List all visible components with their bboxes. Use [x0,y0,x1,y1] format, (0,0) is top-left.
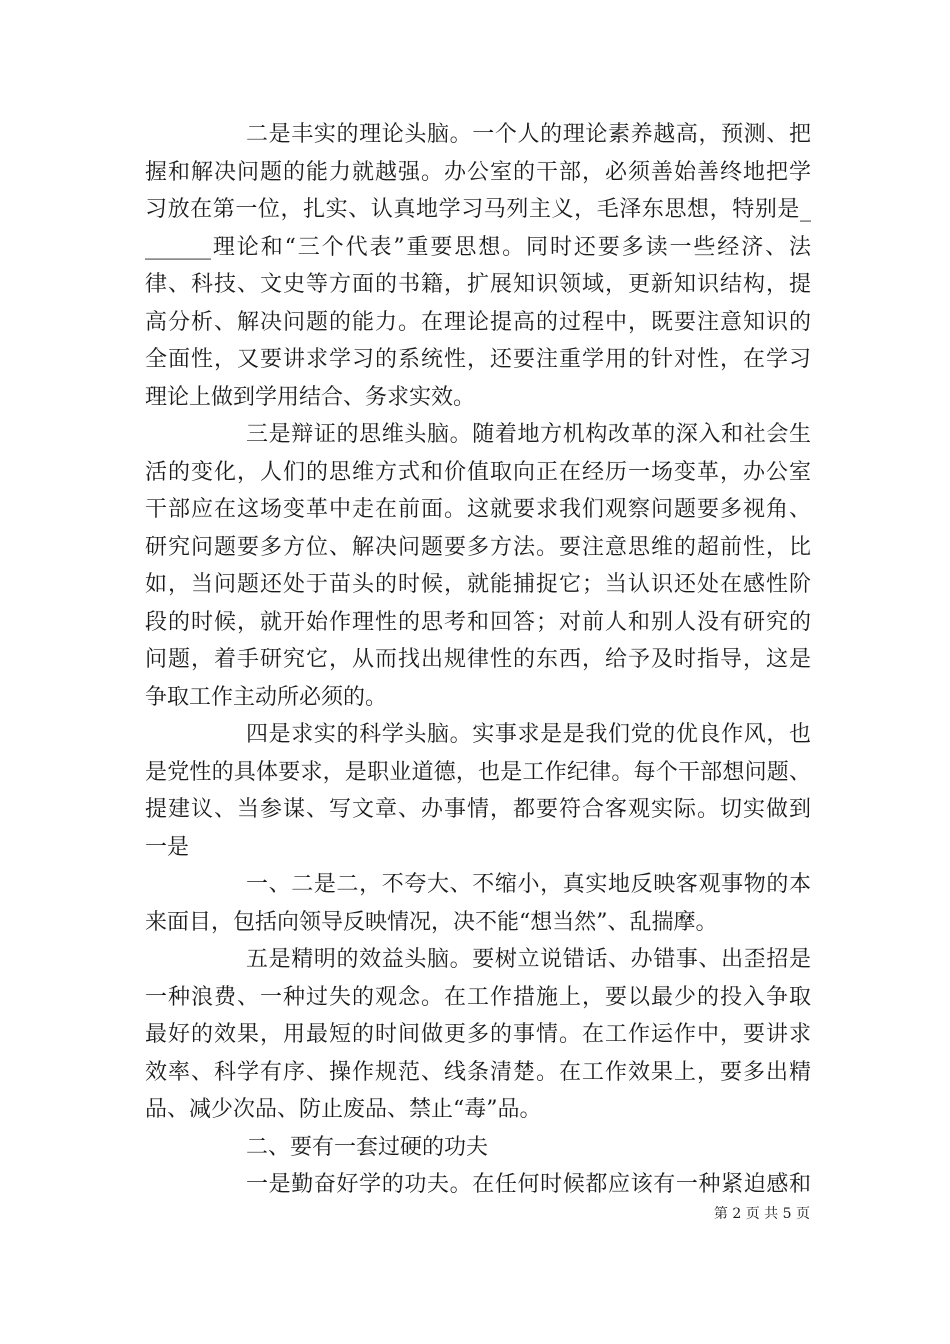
text-line: 理论上做到学用结合、务求实效。 [145,384,476,410]
text-line: 律、科技、文史等方面的书籍，扩展知识领域，更新知识结构，提 [145,272,811,297]
text-line: 如，当问题还处于苗头的时候，就能捕捉它；当认识还处在感性阶 [145,572,811,597]
text-line: 三是辩证的思维头脑。随着地方机构改革的深入和社会生 [246,422,811,447]
section-heading: 二、要有一套过硬的功夫 [246,1134,489,1160]
text-line: 高分析、解决问题的能力。在理论提高的过程中，既要注意知识的 [145,309,811,335]
text-line: 一、二是二，不夸大、不缩小，真实地反映客观事物的本 [246,872,811,897]
text-line: 研究问题要多方位、解决问题要多方法。要注意思维的超前性，比 [145,534,811,560]
text-line: 提建议、当参谋、写文章、办事情，都要符合客观实际。切实做到 [145,797,811,822]
text-line: 一是 [145,834,190,860]
text-line: 五是精明的效益头脑。要树立说错话、办错事、出歪招是 [246,947,811,972]
text-line: 段的时候，就开始作理性的思考和回答；对前人和别人没有研究的 [145,609,811,635]
text-line: 一种浪费、一种过失的观念。在工作措施上，要以最少的投入争取 [145,984,811,1010]
text-line: 活的变化，人们的思维方式和价值取向正在经历一场变革，办公室 [145,459,811,485]
text-line: 习放在第一位，扎实、认真地学习马列主义，毛泽东思想，特别是_ [145,197,811,222]
text-line: 效率、科学有序、操作规范、线条清楚。在工作效果上，要多出精 [145,1059,811,1085]
body-text [145,116,811,1204]
page-number-footer: 第 2 页 共 5 页 [713,1206,810,1222]
text-line: 握和解决问题的能力就越强。办公室的干部，必须善始善终地把学 [145,159,811,185]
text-line: 干部应在这场变革中走在前面。这就要求我们观察问题要多视角、 [145,497,811,522]
text-line: 品、减少次品、防止废品、禁止“毒”品。 [145,1097,542,1122]
text-line: 一是勤奋好学的功夫。在任何时候都应该有一种紧迫感和 [246,1172,811,1197]
text-line: ______理论和“三个代表”重要思想。同时还要多读一些经济、法 [145,234,811,260]
text-line: 四是求实的科学头脑。实事求是是我们党的优良作风，也 [246,722,811,747]
text-line: 争取工作主动所必须的。 [145,684,388,710]
text-line: 问题，着手研究它，从而找出规律性的东西，给予及时指导，这是 [145,647,811,672]
text-line: 全面性，又要讲求学习的系统性，还要注重学用的针对性，在学习 [145,347,811,372]
text-line: 二是丰实的理论头脑。一个人的理论素养越高，预测、把 [246,122,811,147]
text-line: 是党性的具体要求，是职业道德，也是工作纪律。每个干部想问题、 [145,759,811,785]
text-line: 最好的效果，用最短的时间做更多的事情。在工作运作中，要讲求 [145,1022,811,1047]
text-line: 来面目，包括向领导反映情况，决不能“想当然”、乱揣摩。 [145,909,718,935]
